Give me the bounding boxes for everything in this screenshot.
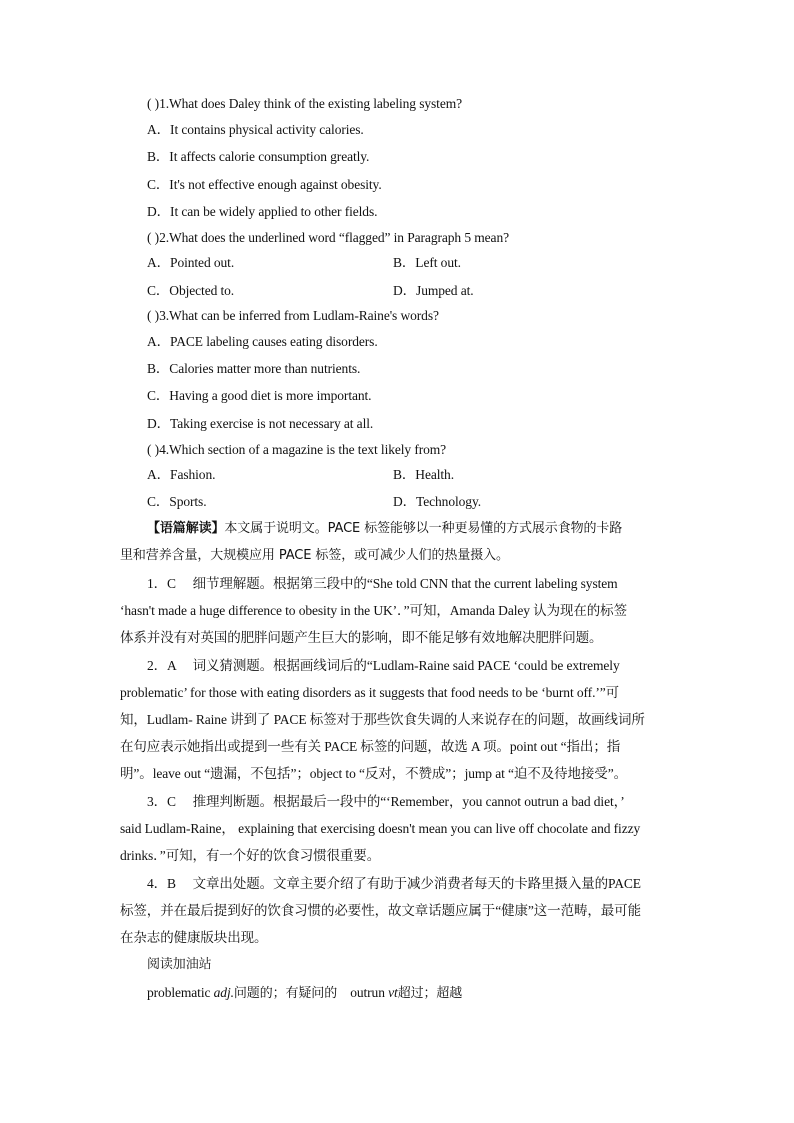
answer-4-line-1: 4．B 文章出处题。文章主要介绍了有助于减少消费者每天的卡路里摄入量的PACE [147, 876, 641, 891]
question-4-option-d: D．Technology. [393, 494, 481, 509]
question-3-stem: ( )3.What can be inferred from Ludlam-Raine's words? [147, 308, 439, 323]
question-1-option-a: A．It contains physical activity calories. [147, 122, 364, 137]
vocab-title: 阅读加油站 [147, 957, 212, 972]
answer-4-line-3: 在杂志的健康版块出现。 [120, 930, 268, 945]
question-1-option-d: D．It can be widely applied to other fields. [147, 204, 378, 219]
answer-4-line-2: 标签，并在最后提到好的饮食习惯的必要性，故文章话题应属于“健康”这一范畴，最可能 [120, 903, 641, 918]
question-2-option-d: D．Jumped at. [393, 283, 474, 298]
vocab-word-1-pos: adj. [213, 985, 234, 1000]
answer-2-line-2: problematic’ for those with eating disorders as it suggests that food needs to be ‘burnt off.’”可 [120, 685, 620, 700]
question-3-option-b: B．Calories matter more than nutrients. [147, 361, 361, 376]
question-1-stem: ( )1.What does Daley think of the existing labeling system? [147, 96, 463, 111]
answer-3-line-1: 3．C 推理判断题。根据最后一段中的“‘Remember，you cannot outrun a bad diet，’ [147, 794, 625, 809]
answer-2-line-1: 2．A 词义猜测题。根据画线词后的“Ludlam-Raine said PACE ‘could be extremely [147, 658, 620, 673]
vocab-word-2-def: 超过；超越 [397, 986, 463, 1001]
answer-3-line-3: drinks．”可知，有一个好的饮食习惯很重要。 [120, 848, 381, 863]
vocab-word-1-def: 问题的；有疑问的 [233, 986, 338, 1001]
question-1-option-c: C．It's not effective enough against obesity. [147, 177, 382, 192]
question-2-option-c: C．Objected to. [147, 283, 235, 298]
answer-1-line-2: ‘hasn't made a huge difference to obesity in the UK’．”可知，Amanda Daley 认为现在的标签 [120, 603, 627, 618]
analysis-intro-text-1: 本文属于说明文。PACE 标签能够以一种更易懂的方式展示食物的卡路 [224, 521, 623, 536]
question-3-option-c: C．Having a good diet is more important. [147, 388, 372, 403]
analysis-intro-line-1 [147, 520, 622, 538]
question-1-option-b: B．It affects calorie consumption greatly. [147, 149, 370, 164]
vocab-word-2: outrun [350, 985, 385, 1000]
question-2-option-a: A．Pointed out. [147, 255, 235, 270]
analysis-intro-label: 【语篇解读】 [147, 521, 225, 536]
answer-1-line-1: 1．C 细节理解题。根据第三段中的“She told CNN that the current labeling system [147, 576, 618, 591]
question-3-option-d: D．Taking exercise is not necessary at all. [147, 416, 374, 431]
answer-2-line-4: 在句应表示她指出或提到一些有关 PACE 标签的问题，故选 A 项。point out “指出；指 [120, 739, 621, 754]
question-4-option-a: A．Fashion. [147, 467, 216, 482]
vocab-word-2-pos: vt [388, 985, 398, 1000]
vocab-line [147, 984, 462, 1003]
question-4-option-b: B．Health. [393, 467, 454, 482]
answer-3-line-2: said Ludlam-Raine， explaining that exercising doesn't mean you can live off chocolate and fizzy [120, 821, 641, 836]
question-2-option-b: B．Left out. [393, 255, 461, 270]
question-4-stem: ( )4.Which section of a magazine is the text likely from? [147, 442, 447, 457]
analysis-intro-line-2: 里和营养含量，大规模应用 PACE 标签，或可减少人们的热量摄入。 [120, 548, 509, 563]
answer-1-line-3: 体系并没有对英国的肥胖问题产生巨大的影响，即不能足够有效地解决肥胖问题。 [120, 630, 603, 645]
answer-2-line-5: 明”。leave out “遗漏，不包括”；object to “反对，不赞成”；jump at “迫不及待地接受”。 [120, 766, 628, 781]
question-3-option-a: A．PACE labeling causes eating disorders. [147, 334, 378, 349]
question-4-option-c: C．Sports. [147, 494, 207, 509]
question-2-stem: ( )2.What does the underlined word “flagged” in Paragraph 5 mean? [147, 230, 509, 245]
vocab-word-1: problematic [147, 985, 211, 1000]
answer-2-line-3: 知，Ludlam- Raine 讲到了 PACE 标签对于那些饮食失调的人来说存在的问题，故画线词所 [120, 712, 645, 727]
